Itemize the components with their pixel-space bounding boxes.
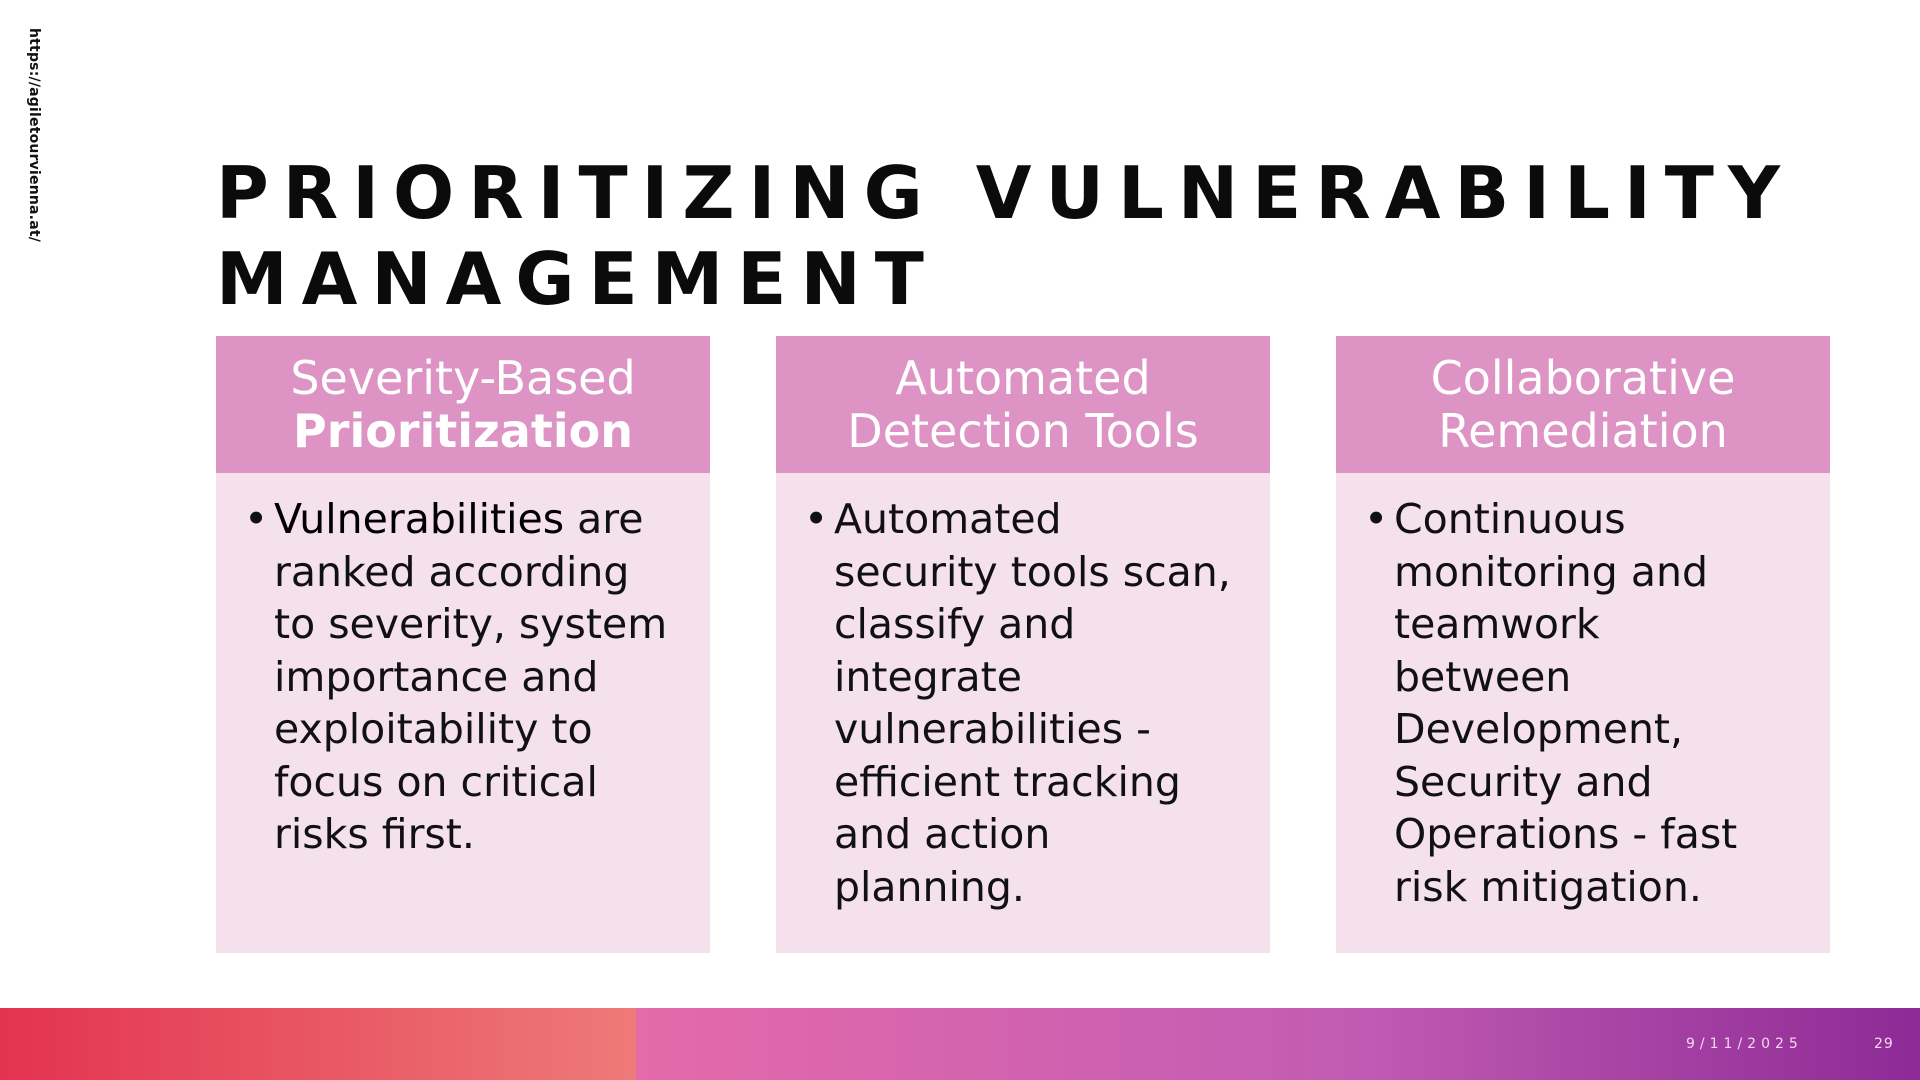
bullet-line: teamwork xyxy=(1394,600,1600,648)
card-header-line-1: Automated xyxy=(895,350,1151,405)
card-header-line-2: Detection Tools xyxy=(847,403,1199,458)
bullet-line: integrate xyxy=(834,652,1022,701)
bullet-dot-icon: • xyxy=(804,495,829,543)
footer-date: 9/11/2025 xyxy=(1686,1036,1803,1052)
bullet-line: monitoring and xyxy=(1394,547,1708,596)
bullet-line: exploitability to xyxy=(274,705,593,753)
bullet-item xyxy=(1362,493,1804,913)
card-severity-based-prioritization xyxy=(216,336,710,953)
footer-page-number: 29 xyxy=(1874,1036,1894,1052)
bullet-line: to severity, system xyxy=(274,600,668,648)
bullet-line-text: are xyxy=(564,495,644,543)
bullet-line: risk mitigation. xyxy=(1394,862,1702,911)
bullet-line: focus on critical xyxy=(274,757,598,806)
bullet-line: between xyxy=(1394,652,1572,701)
bullet-item xyxy=(242,493,684,861)
bullet-line xyxy=(274,493,684,546)
card-automated-detection-tools xyxy=(776,336,1270,953)
bullet-line: Continuous xyxy=(1394,495,1626,543)
bullet-line: planning. xyxy=(834,862,1025,911)
bullet-line: Automated xyxy=(834,495,1062,543)
card-header-line-1: Severity-Based xyxy=(290,350,636,405)
bullet-line: and action xyxy=(834,810,1051,858)
title-line-1: PRIORITIZING VULNERABILITY xyxy=(216,151,1795,235)
bullet-item xyxy=(802,493,1244,913)
bullet-first-word: Vulnerabilities xyxy=(274,495,565,543)
title-line-2: MANAGEMENT xyxy=(216,237,938,321)
card-header-line-2: Remediation xyxy=(1438,403,1728,458)
bullet-line: vulnerabilities - xyxy=(834,705,1151,753)
bullet-line: Development, xyxy=(1394,705,1684,753)
bullet-line: classify and xyxy=(834,600,1076,648)
slide-title xyxy=(216,150,1856,322)
side-url-text: https://agiletourvienna.at/ xyxy=(26,28,42,243)
bullet-line: efficient tracking xyxy=(834,757,1181,806)
card-header-line-2: Prioritization xyxy=(293,403,633,458)
card-body xyxy=(1336,473,1830,913)
card-header-line-1: Collaborative xyxy=(1430,350,1736,405)
bullet-line: ranked according xyxy=(274,547,630,596)
card-collaborative-remediation xyxy=(1336,336,1830,953)
bullet-line: security tools scan, xyxy=(834,547,1231,596)
footer-bar xyxy=(0,1008,1920,1080)
card-header xyxy=(216,336,710,473)
card-body xyxy=(216,473,710,861)
bullet-line: importance and xyxy=(274,652,599,701)
footer-gradient-left xyxy=(0,1008,636,1080)
card-header xyxy=(776,336,1270,473)
bullet-dot-icon: • xyxy=(244,495,269,543)
bullet-dot-icon: • xyxy=(1364,495,1389,543)
bullet-line: Operations - fast xyxy=(1394,810,1738,858)
card-body xyxy=(776,473,1270,913)
bullet-line: risks first. xyxy=(274,810,475,858)
card-header xyxy=(1336,336,1830,473)
bullet-line: Security and xyxy=(1394,757,1653,806)
